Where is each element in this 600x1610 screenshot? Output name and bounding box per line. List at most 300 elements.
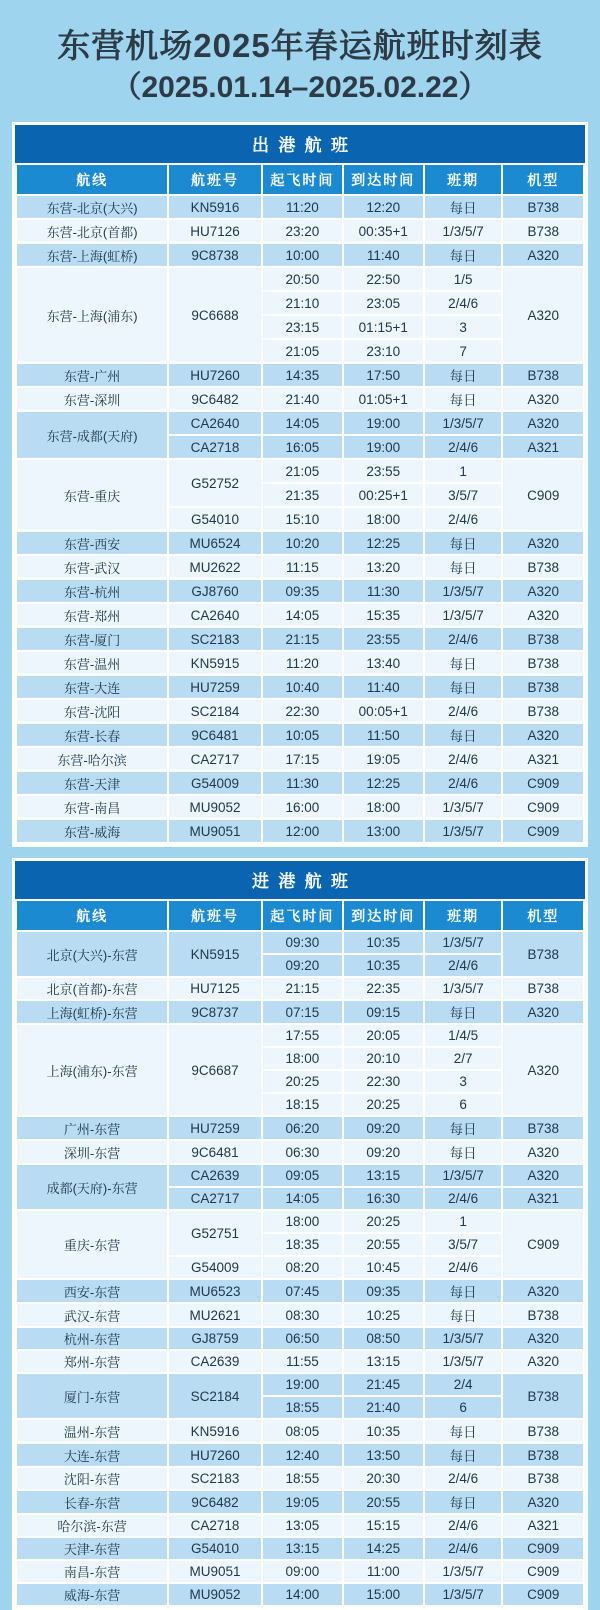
departure-time-cell: 09:35 [262,579,343,603]
flight-row [16,1140,584,1164]
departure-time-cell: 06:20 [262,1116,343,1140]
aircraft-type-cell: A321 [502,1187,584,1210]
flight-row [16,723,584,747]
departure-time-cell: 11:20 [262,651,343,675]
arrival-time-cell: 19:00 [343,411,424,435]
arrival-time-cell: 13:15 [343,1164,424,1187]
column-header: 航班号 [168,164,262,195]
route-cell: 广州-东营 [16,1116,168,1140]
arrival-time-cell: 22:35 [343,977,424,1000]
departure-time-cell: 11:15 [262,555,343,579]
flight-row [16,771,584,795]
departure-time-cell: 14:00 [262,1583,343,1606]
departure-time-cell: 18:00 [262,1047,343,1070]
departure-time-cell: 21:35 [262,483,343,507]
days-of-week-cell: 1/3/5/7 [424,819,503,843]
days-of-week-cell: 1/3/5/7 [424,603,503,627]
column-header: 航班号 [168,900,262,931]
flight-no-cell: KN5916 [168,1419,262,1443]
column-header: 机型 [502,900,584,931]
departure-time-cell: 21:15 [262,977,343,1000]
days-of-week-cell: 每日 [424,1000,503,1024]
departure-time-cell: 11:30 [262,771,343,795]
days-of-week-cell: 每日 [424,1419,503,1443]
arrival-time-cell: 22:30 [343,1070,424,1093]
aircraft-type-cell: A320 [502,531,584,555]
flight-no-cell: SC2183 [168,1467,262,1490]
departure-time-cell: 18:15 [262,1093,343,1116]
flight-row [16,819,584,843]
days-of-week-cell: 2/4 [424,1373,503,1396]
arrival-time-cell: 17:50 [343,363,424,387]
route-cell: 东营-成都(天府) [16,411,168,459]
aircraft-type-cell: B738 [502,1116,584,1140]
arrival-time-cell: 09:15 [343,1000,424,1024]
arrivals-section [12,858,588,1610]
days-of-week-cell: 1 [424,1210,503,1233]
days-of-week-cell: 2/7 [424,1047,503,1070]
route-cell: 南昌-东营 [16,1560,168,1583]
flight-no-cell: 9C6481 [168,1140,262,1164]
flight-no-cell: CA2639 [168,1350,262,1373]
flight-no-cell: KN5916 [168,195,262,219]
arrival-time-cell: 12:20 [343,195,424,219]
arrival-time-cell: 00:25+1 [343,483,424,507]
route-cell: 上海(浦东)-东营 [16,1024,168,1116]
route-cell: 东营-沈阳 [16,699,168,723]
flight-no-cell: SC2184 [168,699,262,723]
aircraft-type-cell: A320 [502,603,584,627]
route-cell: 厦门-东营 [16,1373,168,1419]
days-of-week-cell: 每日 [424,1303,503,1327]
aircraft-type-cell: C909 [502,771,584,795]
days-of-week-cell: 2/4/6 [424,1256,503,1279]
route-cell: 杭州-东营 [16,1327,168,1350]
flight-no-cell: GJ8760 [168,579,262,603]
column-header: 起飞时间 [262,900,343,931]
arrival-time-cell: 08:50 [343,1327,424,1350]
arrival-time-cell: 20:25 [343,1210,424,1233]
flight-row [16,603,584,627]
days-of-week-cell: 1/3/5/7 [424,1164,503,1187]
column-header: 到达时间 [343,164,424,195]
arrival-time-cell: 10:45 [343,1256,424,1279]
aircraft-type-cell: B738 [502,977,584,1000]
route-cell: 成都(天府)-东营 [16,1164,168,1210]
arrival-time-cell: 00:35+1 [343,219,424,243]
flight-no-cell: HU7260 [168,363,262,387]
aircraft-type-cell: C909 [502,1210,584,1279]
flight-no-cell: G54009 [168,771,262,795]
departure-time-cell: 13:05 [262,1514,343,1537]
route-cell: 温州-东营 [16,1419,168,1443]
departure-time-cell: 10:05 [262,723,343,747]
departure-time-cell: 21:15 [262,627,343,651]
arrival-time-cell: 09:20 [343,1116,424,1140]
departures-section-title: 出港航班 [15,125,585,163]
aircraft-type-cell: B738 [502,931,584,977]
flight-no-cell: CA2717 [168,1187,262,1210]
flight-no-cell: G54010 [168,507,262,531]
route-cell: 西安-东营 [16,1279,168,1303]
aircraft-type-cell: C909 [502,795,584,819]
days-of-week-cell: 2/4/6 [424,954,503,977]
flight-row [16,579,584,603]
days-of-week-cell: 1/3/5/7 [424,1327,503,1350]
flight-row [16,411,584,435]
days-of-week-cell: 3 [424,1070,503,1093]
departure-time-cell: 12:40 [262,1443,343,1467]
departure-time-cell: 17:55 [262,1024,343,1047]
arrival-time-cell: 01:05+1 [343,387,424,411]
flight-row [16,195,584,219]
aircraft-type-cell: B738 [502,363,584,387]
page-title: 东营机场2025年春运航班时刻表 [57,27,543,64]
days-of-week-cell: 1/3/5/7 [424,219,503,243]
aircraft-type-cell: B738 [502,651,584,675]
route-cell: 东营-北京(首都) [16,219,168,243]
flight-row [16,387,584,411]
aircraft-type-cell: B738 [502,699,584,723]
departure-time-cell: 21:40 [262,387,343,411]
aircraft-type-cell: A320 [502,1000,584,1024]
aircraft-type-cell: B738 [502,627,584,651]
route-cell: 东营-上海(浦东) [16,267,168,363]
route-cell: 东营-威海 [16,819,168,843]
aircraft-type-cell: B738 [502,195,584,219]
flight-row [16,651,584,675]
departure-time-cell: 09:05 [262,1164,343,1187]
days-of-week-cell: 3 [424,315,503,339]
arrival-time-cell: 23:55 [343,459,424,483]
route-cell: 东营-哈尔滨 [16,747,168,771]
flight-row [16,1210,584,1233]
column-header: 到达时间 [343,900,424,931]
days-of-week-cell: 2/4/6 [424,291,503,315]
departure-time-cell: 20:25 [262,1070,343,1093]
flight-row [16,555,584,579]
arrival-time-cell: 13:15 [343,1350,424,1373]
arrival-time-cell: 00:05+1 [343,699,424,723]
arrivals-section-title: 进港航班 [15,861,585,899]
days-of-week-cell: 每日 [424,1490,503,1514]
aircraft-type-cell: A320 [502,723,584,747]
departure-time-cell: 21:10 [262,291,343,315]
days-of-week-cell: 每日 [424,651,503,675]
route-cell: 东营-郑州 [16,603,168,627]
flight-no-cell: CA2717 [168,747,262,771]
route-cell: 大连-东营 [16,1443,168,1467]
route-cell: 天津-东营 [16,1537,168,1560]
arrival-time-cell: 13:40 [343,651,424,675]
arrival-time-cell: 19:00 [343,435,424,459]
days-of-week-cell: 每日 [424,1116,503,1140]
aircraft-type-cell: A320 [502,1024,584,1116]
arrival-time-cell: 19:05 [343,747,424,771]
column-header: 起飞时间 [262,164,343,195]
flight-no-cell: KN5915 [168,931,262,977]
days-of-week-cell: 1/5 [424,267,503,291]
departure-time-cell: 23:15 [262,315,343,339]
arrival-time-cell: 01:15+1 [343,315,424,339]
route-cell: 威海-东营 [16,1583,168,1606]
arrival-time-cell: 20:55 [343,1490,424,1514]
flight-no-cell: 9C6687 [168,1024,262,1116]
flight-row [16,1164,584,1187]
flight-row [16,931,584,954]
arrival-time-cell: 11:50 [343,723,424,747]
flight-row [16,1560,584,1583]
days-of-week-cell: 3/5/7 [424,1233,503,1256]
aircraft-type-cell: C909 [502,1583,584,1606]
departure-time-cell: 08:05 [262,1419,343,1443]
arrival-time-cell: 10:35 [343,1419,424,1443]
route-cell: 东营-北京(大兴) [16,195,168,219]
departure-time-cell: 17:15 [262,747,343,771]
departure-time-cell: 14:05 [262,411,343,435]
flight-no-cell: GJ8759 [168,1327,262,1350]
departures-table [15,163,585,844]
aircraft-type-cell: A320 [502,387,584,411]
departure-time-cell: 16:00 [262,795,343,819]
aircraft-type-cell: A320 [502,411,584,435]
arrival-time-cell: 21:45 [343,1373,424,1396]
arrival-time-cell: 21:40 [343,1396,424,1419]
flight-no-cell: CA2639 [168,1164,262,1187]
flight-no-cell: 9C6482 [168,1490,262,1514]
flight-row [16,1279,584,1303]
route-cell: 东营-大连 [16,675,168,699]
route-cell: 东营-长春 [16,723,168,747]
days-of-week-cell: 1/3/5/7 [424,411,503,435]
days-of-week-cell: 2/4/6 [424,1514,503,1537]
aircraft-type-cell: B738 [502,1419,584,1443]
aircraft-type-cell: A320 [502,1327,584,1350]
flight-row [16,1303,584,1327]
flight-no-cell: 9C6481 [168,723,262,747]
arrival-time-cell: 09:35 [343,1279,424,1303]
aircraft-type-cell: C909 [502,1560,584,1583]
arrival-time-cell: 16:30 [343,1187,424,1210]
column-header: 机型 [502,164,584,195]
days-of-week-cell: 每日 [424,1443,503,1467]
days-of-week-cell: 2/4/6 [424,1537,503,1560]
arrival-time-cell: 20:10 [343,1047,424,1070]
days-of-week-cell: 7 [424,339,503,363]
arrival-time-cell: 18:00 [343,795,424,819]
aircraft-type-cell: A320 [502,243,584,267]
flight-no-cell: KN5915 [168,651,262,675]
flight-no-cell: HU7259 [168,675,262,699]
flight-row [16,1327,584,1350]
aircraft-type-cell: B738 [502,1467,584,1490]
departure-time-cell: 11:20 [262,195,343,219]
flight-row [16,459,584,483]
flight-no-cell: MU9052 [168,795,262,819]
flight-no-cell: MU2621 [168,1303,262,1327]
days-of-week-cell: 6 [424,1093,503,1116]
route-cell: 东营-杭州 [16,579,168,603]
days-of-week-cell: 3/5/7 [424,483,503,507]
aircraft-type-cell: A321 [502,747,584,771]
aircraft-type-cell: C909 [502,819,584,843]
arrival-time-cell: 15:00 [343,1583,424,1606]
aircraft-type-cell: A320 [502,1350,584,1373]
arrival-time-cell: 09:20 [343,1140,424,1164]
departure-time-cell: 14:05 [262,1187,343,1210]
days-of-week-cell: 2/4/6 [424,507,503,531]
aircraft-type-cell: C909 [502,459,584,531]
departure-time-cell: 23:20 [262,219,343,243]
flight-no-cell: MU6524 [168,531,262,555]
arrival-time-cell: 10:35 [343,954,424,977]
flight-row [16,699,584,723]
flight-row [16,1583,584,1606]
arrival-time-cell: 11:00 [343,1560,424,1583]
route-cell: 深圳-东营 [16,1140,168,1164]
column-header: 航线 [16,164,168,195]
flight-no-cell: CA2718 [168,435,262,459]
departure-time-cell: 15:10 [262,507,343,531]
arrival-time-cell: 13:50 [343,1443,424,1467]
days-of-week-cell: 1/3/5/7 [424,1350,503,1373]
aircraft-type-cell: A321 [502,1514,584,1537]
departure-time-cell: 14:35 [262,363,343,387]
departure-time-cell: 21:05 [262,459,343,483]
route-cell: 东营-重庆 [16,459,168,531]
departure-time-cell: 09:20 [262,954,343,977]
aircraft-type-cell: B738 [502,1303,584,1327]
flight-no-cell: CA2640 [168,411,262,435]
flight-no-cell: 9C8738 [168,243,262,267]
route-cell: 东营-广州 [16,363,168,387]
arrival-time-cell: 20:25 [343,1093,424,1116]
route-cell: 东营-深圳 [16,387,168,411]
arrival-time-cell: 20:30 [343,1467,424,1490]
arrival-time-cell: 20:05 [343,1024,424,1047]
flight-row [16,1116,584,1140]
flight-no-cell: HU7126 [168,219,262,243]
route-cell: 武汉-东营 [16,1303,168,1327]
departure-time-cell: 09:00 [262,1560,343,1583]
flight-no-cell: HU7259 [168,1116,262,1140]
route-cell: 东营-温州 [16,651,168,675]
arrival-time-cell: 22:50 [343,267,424,291]
days-of-week-cell: 1/4/5 [424,1024,503,1047]
flight-no-cell: G54009 [168,1256,262,1279]
departure-time-cell: 10:00 [262,243,343,267]
flight-row [16,795,584,819]
flight-row [16,1000,584,1024]
departure-time-cell: 16:05 [262,435,343,459]
column-header: 班期 [424,164,503,195]
days-of-week-cell: 1 [424,459,503,483]
column-header-row [16,164,584,195]
departure-time-cell: 22:30 [262,699,343,723]
flight-no-cell: CA2718 [168,1514,262,1537]
arrivals-table [15,899,585,1607]
aircraft-type-cell: A320 [502,1164,584,1187]
days-of-week-cell: 每日 [424,243,503,267]
aircraft-type-cell: B738 [502,555,584,579]
departure-time-cell: 18:55 [262,1396,343,1419]
page-subtitle: （2025.01.14–2025.02.22） [111,71,489,104]
days-of-week-cell: 每日 [424,387,503,411]
days-of-week-cell: 2/4/6 [424,699,503,723]
departure-time-cell: 18:55 [262,1467,343,1490]
departure-time-cell: 08:20 [262,1256,343,1279]
route-cell: 哈尔滨-东营 [16,1514,168,1537]
departure-time-cell: 21:05 [262,339,343,363]
days-of-week-cell: 2/4/6 [424,627,503,651]
flight-row [16,1024,584,1047]
departure-time-cell: 13:15 [262,1537,343,1560]
route-cell: 东营-上海(虹桥) [16,243,168,267]
aircraft-type-cell: B738 [502,1443,584,1467]
flight-row [16,675,584,699]
route-cell: 重庆-东营 [16,1210,168,1279]
route-cell: 郑州-东营 [16,1350,168,1373]
days-of-week-cell: 每日 [424,363,503,387]
flight-no-cell: 9C6482 [168,387,262,411]
flight-no-cell: SC2183 [168,627,262,651]
days-of-week-cell: 每日 [424,195,503,219]
departure-time-cell: 08:30 [262,1303,343,1327]
flight-row [16,1443,584,1467]
aircraft-type-cell: A321 [502,435,584,459]
departure-time-cell: 12:00 [262,819,343,843]
days-of-week-cell: 1/3/5/7 [424,795,503,819]
days-of-week-cell: 每日 [424,1140,503,1164]
route-cell: 东营-天津 [16,771,168,795]
flight-no-cell: MU9051 [168,1560,262,1583]
route-cell: 东营-厦门 [16,627,168,651]
days-of-week-cell: 2/4/6 [424,747,503,771]
route-cell: 东营-南昌 [16,795,168,819]
page-header [12,24,588,108]
route-cell: 上海(虹桥)-东营 [16,1000,168,1024]
flight-row [16,363,584,387]
days-of-week-cell: 1/3/5/7 [424,977,503,1000]
flight-no-cell: CA2640 [168,603,262,627]
column-header: 班期 [424,900,503,931]
flight-row [16,747,584,771]
days-of-week-cell: 2/4/6 [424,771,503,795]
arrival-time-cell: 23:55 [343,627,424,651]
aircraft-type-cell: A320 [502,1140,584,1164]
days-of-week-cell: 2/4/6 [424,435,503,459]
flight-no-cell: HU7260 [168,1443,262,1467]
departure-time-cell: 19:05 [262,1490,343,1514]
flight-row [16,1373,584,1396]
aircraft-type-cell: A320 [502,1490,584,1514]
days-of-week-cell: 每日 [424,531,503,555]
flight-row [16,1537,584,1560]
flight-no-cell: G54010 [168,1537,262,1560]
departure-time-cell: 07:45 [262,1279,343,1303]
arrival-time-cell: 23:05 [343,291,424,315]
departure-time-cell: 10:20 [262,531,343,555]
departure-time-cell: 11:55 [262,1350,343,1373]
days-of-week-cell: 每日 [424,675,503,699]
aircraft-type-cell: A320 [502,579,584,603]
flight-no-cell: 9C8737 [168,1000,262,1024]
flight-row [16,1490,584,1514]
departure-time-cell: 10:40 [262,675,343,699]
departure-time-cell: 06:30 [262,1140,343,1164]
flight-row [16,1514,584,1537]
route-cell: 沈阳-东营 [16,1467,168,1490]
